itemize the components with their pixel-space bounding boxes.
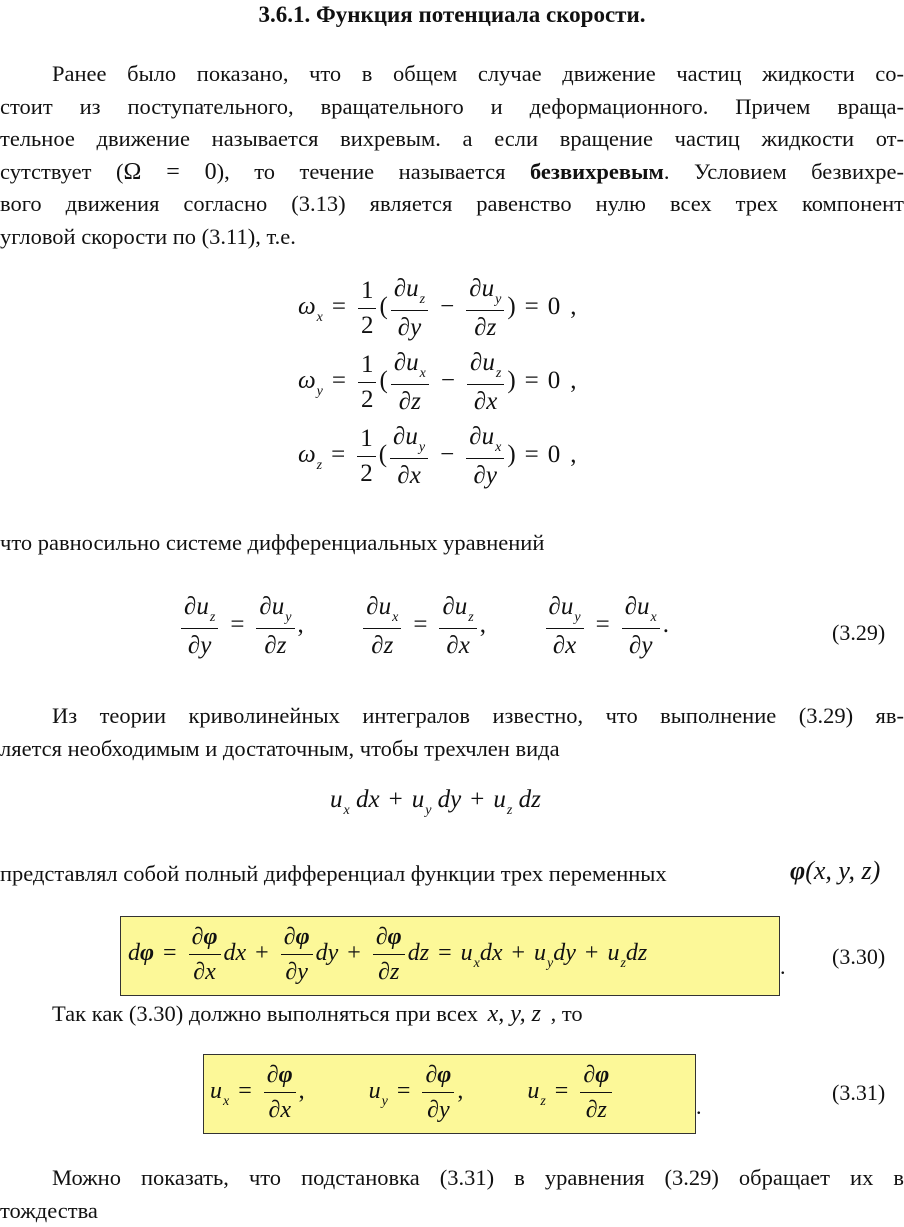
intro-line-3: тельное движение называется вихревым. а если вращение частиц жидкости от- [0, 126, 904, 151]
xyz-variables: x, y, z [487, 1001, 541, 1027]
total-differential-sentence: представлял собой полный дифференциал функции трех переменных [0, 861, 667, 886]
equation-3-31: $u_x$ = $\frac{\partial\varphi}{\partial x}$ , $u_y$ = $\frac{\partial\varphi}{\partial y}$ , $u_z$ = $\frac{\partial\varphi}{\partial z}$ [210, 1058, 615, 1127]
intro-line-6: угловой скорости по (3.11), т.е. [0, 223, 296, 249]
phi-function: φ(x, y, z) [790, 856, 881, 885]
equation-number-3-31: (3.31) [832, 1080, 886, 1105]
substitution-paragraph: Можно показать, что подстановка (3.31) в уравнения (3.29) обращает их в тождества [0, 1165, 904, 1223]
intro-line-1: Ранее было показано, что в общем случае движение частиц жидкости со- [52, 61, 904, 86]
omega-x-equation: $\omega_x$ = $\frac{1}{2}$ ( $\frac{\partial u_z}{\partial y}$ − $\frac{\partial u_y}{\partial z}$ ) = 0 , [298, 272, 577, 345]
intro-line-4 [0, 156, 904, 189]
intro-line-4b: ), то течение называется [216, 158, 506, 184]
irrotational-term: безвихревым [529, 158, 664, 184]
equation-number-3-29: (3.29) [832, 620, 886, 645]
equation-number-3-30: (3.30) [832, 944, 886, 969]
intro-line-4c: . Условием безвихре- [663, 158, 904, 184]
equation-3-29: $\frac{\partial u_z}{\partial y}$ = $\frac{\partial u_y}{\partial z}$ , $\frac{\partial u_x}{\partial z}$ = $\frac{\partial u_z}{\partial x}$ , $\frac{\partial u_y}{\partial x}$ = $\frac{\partial u_x}{\partial y}$ . [178, 590, 669, 663]
intro-paragraph [0, 58, 904, 253]
equivalence-sentence: что равносильно системе дифференциальных уравнений [0, 530, 545, 555]
equation-3-30-dot: . [780, 954, 786, 979]
all-xyz-sentence: Так как (3.30) должно выполняться при всех x, y, z , то [52, 1001, 583, 1027]
integral-theory-paragraph: Из теории криволинейных интегралов известно, что выполнение (3.29) яв- ляется необходимым и достаточным, чтобы трехчлен вида [0, 703, 904, 761]
intro-line-5: вого движения согласно (3.13) является равенство нулю всех трех компонент [0, 191, 904, 216]
trinomial-expression: $u_x$ dx + $u_y$ dy + $u_z$ dz [330, 786, 541, 818]
omega-z-equation: $\omega_z$ = $\frac{1}{2}$ ( $\frac{\partial u_y}{\partial x}$ − $\frac{\partial u_x}{\partial y}$ ) = 0 , [298, 420, 577, 493]
omega-zero-formula: Ω = 0 [123, 158, 217, 185]
omega-y-equation: $\omega_y$ = $\frac{1}{2}$ ( $\frac{\partial u_x}{\partial z}$ − $\frac{\partial u_z}{\partial x}$ ) = 0 , [298, 346, 577, 419]
intro-line-4a: сутствует ( [0, 158, 124, 184]
equation-3-31-dot: . [696, 1094, 702, 1119]
equation-3-30: dφ = $\frac{\partial\varphi}{\partial x}$ dx + $\frac{\partial\varphi}{\partial y}$ dy + $\frac{\partial\varphi}{\partial z}$ dz = $u_xdx + u_ydy + u_zdz$ [128, 920, 647, 989]
intro-line-2: стоит из поступательного, вращательного и деформационного. Причем враща- [0, 93, 904, 119]
section-title: 3.6.1. Функция потенциала скорости. [258, 2, 646, 27]
